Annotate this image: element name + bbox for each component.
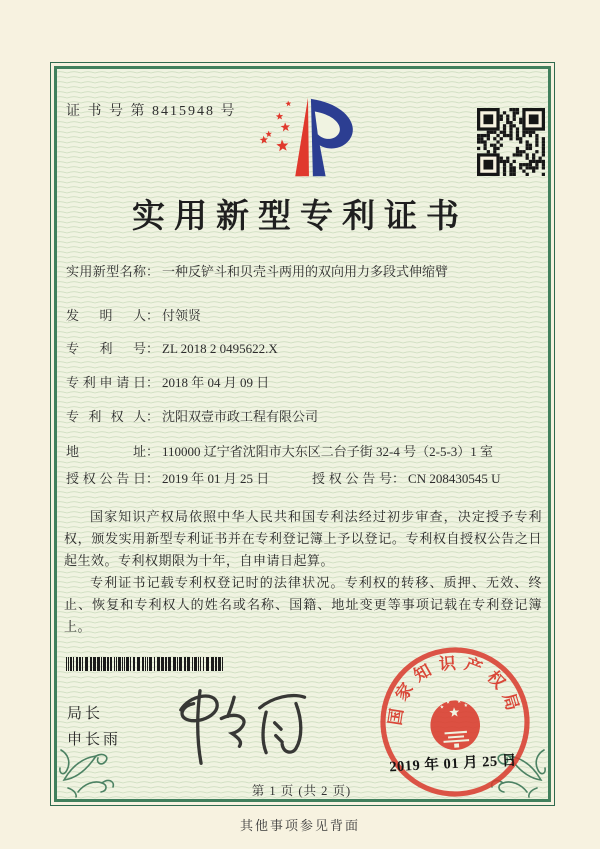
page-number: 第 1 页 (共 2 页) (251, 784, 352, 798)
field-patentee (66, 407, 546, 426)
field-value: CN 208430545 U (408, 471, 501, 486)
signer-name: 申长雨 (67, 732, 122, 748)
field-address (66, 442, 546, 461)
colon: ： (146, 341, 160, 356)
barcode (66, 657, 226, 671)
field-value: 2019 年 01 月 25 日 (162, 471, 270, 486)
legal-paragraph: 专利证书记载专利权登记时的法律状况。专利权的转移、质押、无效、终止、恢复和专利权人的姓名或名称、国籍、地址变更等事项记载在专利登记簿上。 (64, 575, 542, 634)
field-value: 付领贤 (162, 308, 202, 323)
back-side-note: 其他事项参见背面 (239, 818, 360, 833)
field-label: 专利号 (66, 341, 146, 356)
field-value: 沈阳双壹市政工程有限公司 (162, 409, 319, 424)
field-utility-model-name (66, 262, 546, 281)
field-value: 2018 年 04 月 09 日 (162, 375, 270, 390)
field-label: 授权公告号 (312, 471, 393, 486)
field-value: 一种反铲斗和贝壳斗两用的双向用力多段式伸缩臂 (162, 264, 449, 279)
field-value: 110000 辽宁省沈阳市大东区二台子街 32-4 号（2-5-3）1 室 (162, 444, 494, 459)
field-value: ZL 2018 2 0495622.X (162, 341, 278, 356)
field-label: 专利权人 (66, 409, 146, 424)
colon: ： (146, 471, 160, 486)
seal-arc-text: 国家知识产权局 (385, 653, 525, 727)
field-label: 授权公告日 (66, 471, 146, 486)
field-inventor (66, 306, 546, 325)
field-filing-date (66, 373, 546, 392)
qr-code (477, 108, 545, 176)
field-label: 专利申请日 (66, 375, 146, 390)
field-label: 地址 (66, 444, 146, 459)
seal-date: 2019 年 01 月 25 日 (388, 752, 518, 776)
signer-title: 局长 (67, 706, 104, 722)
official-seal-stamp (361, 636, 550, 808)
legal-text (64, 506, 542, 638)
colon: ： (146, 308, 160, 323)
field-patent-number (66, 339, 546, 358)
director-signature (168, 676, 328, 776)
cnipa-logo-icon (248, 90, 366, 188)
legal-paragraph: 国家知识产权局依照中华人民共和国专利法经过初步审查，决定授予专利权，颁发实用新型专利证书并在专利登记簿上予以登记。专利权自授权公告之日起生效。专利权期限为十年，自申请日起算。 (64, 509, 542, 568)
signer-block (67, 701, 121, 753)
field-label: 实用新型名称 (66, 264, 146, 279)
colon: ： (146, 375, 160, 390)
colon: ： (146, 264, 160, 279)
national-emblem-icon (429, 698, 482, 752)
colon: ： (392, 471, 406, 486)
certificate-title: 实用新型专利证书 (132, 199, 468, 235)
field-grant-row (66, 469, 546, 488)
certificate-number: 证 书 号 第 8415948 号 (66, 104, 237, 119)
colon: ： (146, 444, 160, 459)
certificate-fields (66, 262, 546, 502)
colon: ： (146, 409, 160, 424)
field-label: 发明人 (66, 308, 146, 323)
